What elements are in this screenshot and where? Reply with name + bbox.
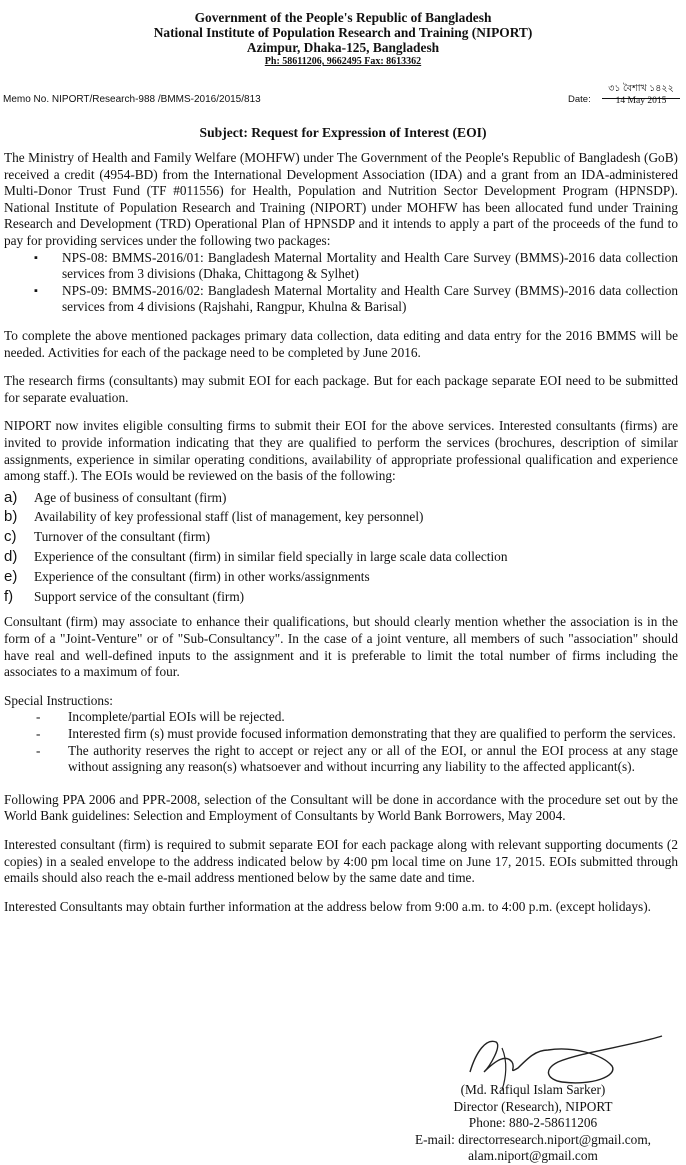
subject-line: Subject: Request for Expression of Interest (EOI) [199, 125, 487, 140]
invite-paragraph: NIPORT now invites eligible consulting firms to submit their EOI for the above services. Interested consultants (firms) are invited to provide information indicating that they are qualified to perform the services (brochures, description of similar assignments, experience in similar operating conditions, availability of appropriate professional qualification and experience among staff.). The EOIs would be reviewed on the basis of the following: [4, 418, 678, 484]
signatory-name: (Md. Rafiqul Islam Sarker) [460, 1082, 606, 1097]
submission-paragraph: Interested consultant (firm) is required to submit separate EOI for each package along with relevant supporting documents (2 copies) in a sealed envelope to the address indicated below by 4:00 pm local time on June 17, 2015. EOIs submitted through emails should also reach the e-mail address mentioned below by the same date and time. [4, 837, 678, 886]
criteria-item: f) Support service of the consultant (firm) [4, 587, 245, 605]
criteria-item: a) Age of business of consultant (firm) [4, 488, 227, 506]
complete-paragraph: To complete the above mentioned packages primary data collection, data editing and data entry for the 2016 BMMS will be needed. Activities for each of the package need to be completed by June 2016. [4, 327, 678, 360]
signatory-title: Director (Research), NIPORT [453, 1098, 613, 1114]
special-instructions-heading: Special Instructions: [4, 692, 113, 708]
criteria-item: e) Experience of the consultant (firm) in other works/assignments [4, 567, 370, 585]
criteria-item: c) Turnover of the consultant (firm) [4, 528, 211, 546]
criteria-item: d) Experience of the consultant (firm) in similar field specially in large scale data collection [4, 548, 508, 566]
intro-paragraph: The Ministry of Health and Family Welfare (MOHFW) under The Government of the People's Republic of Bangladesh (GoB) received a credit (4954-BD) from the International Development Association (IDA) and a grant from an IDA-administered Multi-Donor Trust Fund (TF #011556) for Health, Population and Nutrition Sector Development Program (HPNSDP). National Institute of Population Research and Training (NIPORT) under MOHFW has been allocated fund under Training Research and Development (TRD) Operational Plan of HPNSDP and it intends to apply a part of the proceeds of the fund to pay for providing services under the following two packages: [4, 150, 678, 248]
signature-block [380, 1082, 686, 1165]
signatory-email: E-mail: directorresearch.niport@gmail.com, [415, 1131, 651, 1147]
package-item: ▪ NPS-08: BMMS-2016/01: Bangladesh Maternal Mortality and Health Care Survey (BMMS)-2016 data collection services from 3 divisions (Dhaka, Chittagong & Sylhet) [4, 250, 678, 283]
associate-paragraph: Consultant (firm) may associate to enhance their qualifications, but should clearly mention whether the association is in the form of a "Joint-Venture" or of "Sub-Consultancy". In the case of a joint venture, all members of such "association" should have real and well-defined inputs to the assignment and it is preferable to limit the total number of firms including the associates to a maximum of four. [4, 614, 678, 680]
signatory-email-alt: alam.niport@gmail.com [468, 1148, 598, 1163]
criteria-list [4, 488, 678, 607]
package-item: ▪ NPS-09: BMMS-2016/02: Bangladesh Maternal Mortality and Health Care Survey (BMMS)-2016 data collection services from 4 divisions (Rajshahi, Rangpur, Khulna & Barisal) [4, 283, 678, 316]
special-instruction-item: - The authority reserves the right to accept or reject any or all of the EOI, or annul the EOI process at any stage without assigning any reason(s) whatsoever and without incurring any liability to the affected applicant(s). [4, 743, 678, 776]
ppa-paragraph: Following PPA 2006 and PPR-2008, selection of the Consultant will be done in accordance with the procedure set out by the World Bank guidelines: Selection and Employment of Consultants by World Bank Borrowers, May 2004. [4, 791, 678, 824]
package-list [4, 250, 678, 316]
header-government: Government of the People's Republic of Bangladesh [194, 10, 492, 25]
special-instruction-item: - Incomplete/partial EOIs will be rejected. [4, 709, 678, 726]
firms-paragraph: The research firms (consultants) may submit EOI for each package. But for each package separate EOI need to be submitted for separate evaluation. [4, 373, 678, 405]
date-label: Date: [568, 94, 591, 105]
header-phone-fax: Ph: 58611206, 9662495 Fax: 8613362 [264, 56, 422, 67]
signatory-phone: Phone: 880-2-58611206 [468, 1115, 598, 1130]
header-institute: National Institute of Population Research and Training (NIPORT) [153, 25, 533, 40]
memo-number: Memo No. NIPORT/Research-988 /BMMS-2016/2015/813 [3, 94, 261, 105]
special-instructions-list [4, 709, 678, 775]
letter-body [4, 150, 678, 915]
information-paragraph: Interested Consultants may obtain further information at the address below from 9:00 a.m. to 4:00 p.m. (except holidays). [4, 898, 651, 914]
date-english: 14 May 2015 [615, 96, 667, 106]
header-address: Azimpur, Dhaka-125, Bangladesh [246, 40, 440, 55]
letterhead [0, 0, 686, 68]
date-bangla: ৩১ বৈশাখ ১৪২২ [602, 82, 680, 99]
special-instruction-item: - Interested firm (s) must provide focused information demonstrating that they are qualified to perform the services. [4, 726, 678, 743]
criteria-item: b) Availability of key professional staff (list of management, key personnel) [4, 508, 424, 526]
